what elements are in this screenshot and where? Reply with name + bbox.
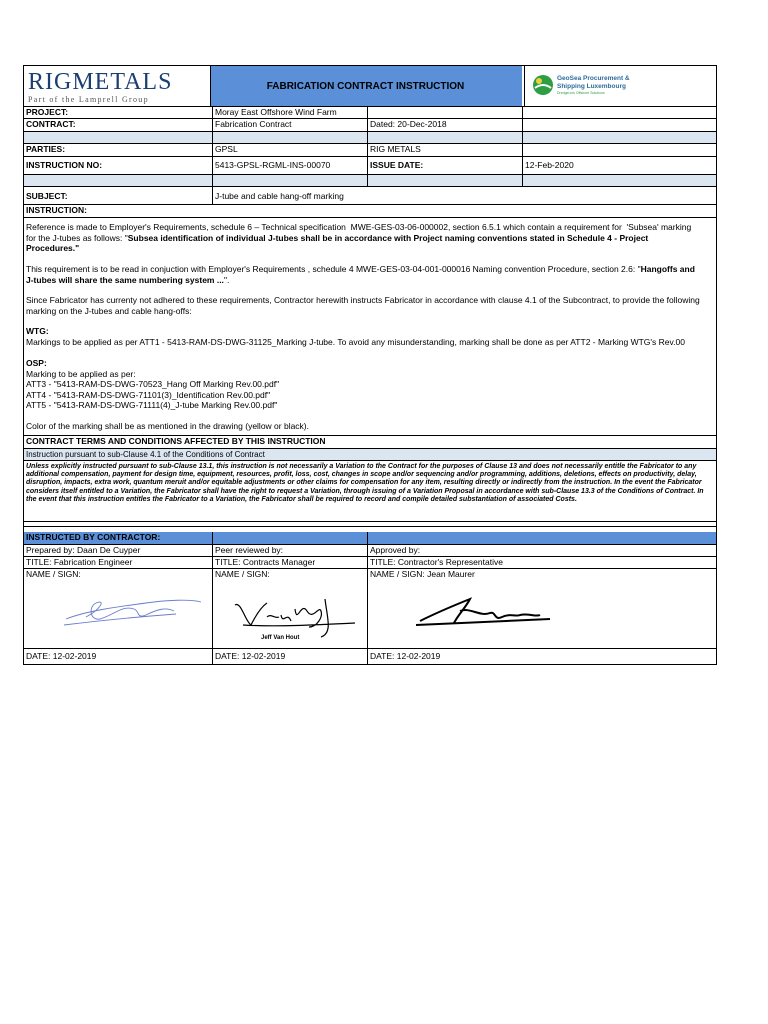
- logo-main-text: RIGMETALS: [28, 69, 173, 95]
- contract-date: Dated: 20-Dec-2018: [367, 119, 522, 131]
- geosea-logo: [524, 66, 719, 106]
- peer-date: DATE: 12-02-2019: [212, 649, 367, 664]
- att5-reference: ATT5 - "5413-RAM-DS-DWG-71111(4)_J-tube Marking Rev.00.pdf": [26, 400, 278, 410]
- project-value: Moray East Offshore Wind Farm: [212, 107, 367, 118]
- contract-label: CONTRACT:: [26, 119, 76, 129]
- prepared-title: TITLE: Fabrication Engineer: [26, 557, 133, 567]
- approved-signature-image: [370, 581, 570, 641]
- contract-instruction-form: [23, 65, 717, 665]
- approved-sign-label: NAME / SIGN: Jean Maurer: [367, 569, 718, 581]
- terms-legal-block: [24, 461, 716, 522]
- party-1: GPSL: [212, 144, 367, 156]
- att4-reference: ATT4 - "5413-RAM-DS-DWG-71101(3)_Identification Rev.00.pdf": [26, 389, 271, 400]
- peer-signature: [212, 581, 367, 648]
- approved-title: TITLE: Contractor's Representative: [367, 557, 718, 568]
- wtg-label: WTG:: [26, 326, 49, 336]
- peer-sign-label: NAME / SIGN:: [212, 569, 367, 581]
- signoff-heading: INSTRUCTED BY CONTRACTOR:: [26, 532, 161, 542]
- instruction-p1-line1: Reference is made to Employer's Requirements, schedule 6 – Technical specification MWE-GES-03-06-000002, section 6.5.1 which contain a requirement for 'Subsea' marking: [26, 222, 692, 232]
- color-note: Color of the marking shall be as mentioned in the drawing (yellow or black).: [26, 421, 309, 431]
- peer-title: TITLE: Contracts Manager: [212, 557, 367, 568]
- terms-subheading-row: [24, 449, 716, 461]
- prepared-sign-label: NAME / SIGN:: [26, 569, 81, 579]
- terms-subheading: Instruction pursuant to sub-Clause 4.1 of the Conditions of Contract: [26, 450, 265, 459]
- issue-date-label: ISSUE DATE:: [367, 157, 522, 174]
- form-header: [24, 66, 716, 107]
- instruction-p1-line3: Procedures.": [26, 243, 80, 253]
- instruction-p3-line2: marking on the J-tubes and cable hang-offs:: [26, 305, 192, 316]
- prepared-signature-image: [26, 581, 206, 641]
- osp-intro: Marking to be applied as per:: [26, 368, 136, 379]
- terms-heading-row: [24, 436, 716, 449]
- approved-signature: [367, 581, 718, 648]
- party-2: RIG METALS: [367, 144, 522, 156]
- parties-label: PARTIES:: [26, 144, 66, 154]
- signoff-roles-row: [24, 545, 716, 557]
- instruction-p1-line2: for the J-tubes as follows: "Subsea identification of individual J-tubes shall be in accordance with Project naming conventions stated in Schedule 4 - Project: [26, 232, 649, 243]
- peer-reviewed-by: Peer reviewed by:: [212, 545, 367, 556]
- geosea-globe-icon: [529, 71, 559, 101]
- instruction-heading-row: [24, 205, 716, 218]
- prepared-by: Prepared by: Daan De Cuyper: [26, 545, 141, 555]
- instruction-p2-line1: This requirement is to be read in conjuction with Employer's Requirements , schedule 4 MWE-GES-03-04-001-000016 Naming convention Procedure, section 2.6: "Hangoffs and: [26, 264, 695, 274]
- subject-row: [24, 187, 716, 205]
- prepared-date: DATE: 12-02-2019: [26, 651, 97, 661]
- signoff-titles-row: [24, 557, 716, 569]
- signoff-heading-row: [24, 532, 716, 545]
- wtg-text: Markings to be applied as per ATT1 - 5413-RAM-DS-DWG-31125_Marking J-tube. To avoid any misunderstanding, marking shall be done as per ATT2 - Marking WTG's Rev.00: [26, 336, 685, 347]
- prepared-signature: [24, 581, 212, 648]
- contract-value: Fabrication Contract: [212, 119, 367, 131]
- peer-stamp-name: Jeff Van Hout: [261, 635, 300, 641]
- signoff-names-row: [24, 569, 716, 581]
- rigmetals-logo: [28, 70, 172, 104]
- instruction-p2-line2: J-tubes will share the same numbering system ...".: [26, 274, 230, 285]
- partner-logo-line2: Shipping Luxembourg: [557, 82, 626, 90]
- spacer-band: [24, 132, 716, 144]
- instruction-no-value: 5413-GPSL-RGML-INS-00070: [212, 157, 367, 174]
- partner-logo-tag: DredgeLink Offshore Solutions: [557, 91, 605, 95]
- partner-logo-line1: GeoSea Procurement &: [557, 75, 630, 82]
- subject-value: J-tube and cable hang-off marking: [212, 187, 718, 204]
- instruction-body: [24, 218, 716, 436]
- issue-date-value: 12-Feb-2020: [522, 157, 718, 174]
- signatures-row: [24, 581, 716, 649]
- instruction-no-label: INSTRUCTION NO:: [26, 160, 103, 170]
- instruction-label: INSTRUCTION:: [26, 205, 87, 215]
- parties-row: [24, 144, 716, 157]
- osp-label: OSP:: [26, 358, 47, 368]
- att3-reference: ATT3 - "5413-RAM-DS-DWG-70523_Hang Off Marking Rev.00.pdf": [26, 379, 280, 389]
- signoff-dates-row: [24, 649, 716, 664]
- project-label: PROJECT:: [26, 107, 69, 117]
- form-title: FABRICATION CONTRACT INSTRUCTION: [266, 80, 465, 92]
- instruction-no-row: [24, 157, 716, 175]
- approved-date: DATE: 12-02-2019: [367, 649, 718, 664]
- logo-sub-text: Part of the Lamprell Group: [28, 95, 149, 104]
- subject-label: SUBJECT:: [26, 191, 68, 201]
- terms-heading: CONTRACT TERMS AND CONDITIONS AFFECTED BY THIS INSTRUCTION: [26, 436, 326, 446]
- approved-by: Approved by:: [367, 545, 718, 556]
- instruction-p3-line1: Since Fabricator has currenty not adhered to these requirements, Contractor herewith instructs Fabricator in accordance with clause 4.1 of the Subcontract, to provide the following: [26, 295, 700, 305]
- project-row: [24, 107, 716, 119]
- terms-legal-text: Unless explicitly instructed pursuant to sub-Clause 13.1, this instruction is not necessarily a Variation to the Contract for the purposes of Clause 13 and does not necessarily entitle the Fabricator to any additional compensation, payment for design time, equipment, resources, profit, loss, cost, changes in scope and/or sequencing and/or programming, additions, deletions, effects on productivity, delay, disruption, impacts, extra work, quantum meruit and/or equitable adjustments or other claims for compensation for any item, resulting directly or indirectly from the instruction. In the event the Fabricator considers itself entitled to a Variation, the Fabricator shall have the right to request a Variation, through issuing of a Variation Proposal in accordance with sub-Clause 13.3 of the Conditions of Contract. In the event that this instruction entitles the Fabricator to a Variation, the Fabricator shall be required to record and compile detailed substantiation of associated Costs.: [26, 463, 704, 503]
- spacer-band: [24, 175, 716, 187]
- contract-row: [24, 119, 716, 132]
